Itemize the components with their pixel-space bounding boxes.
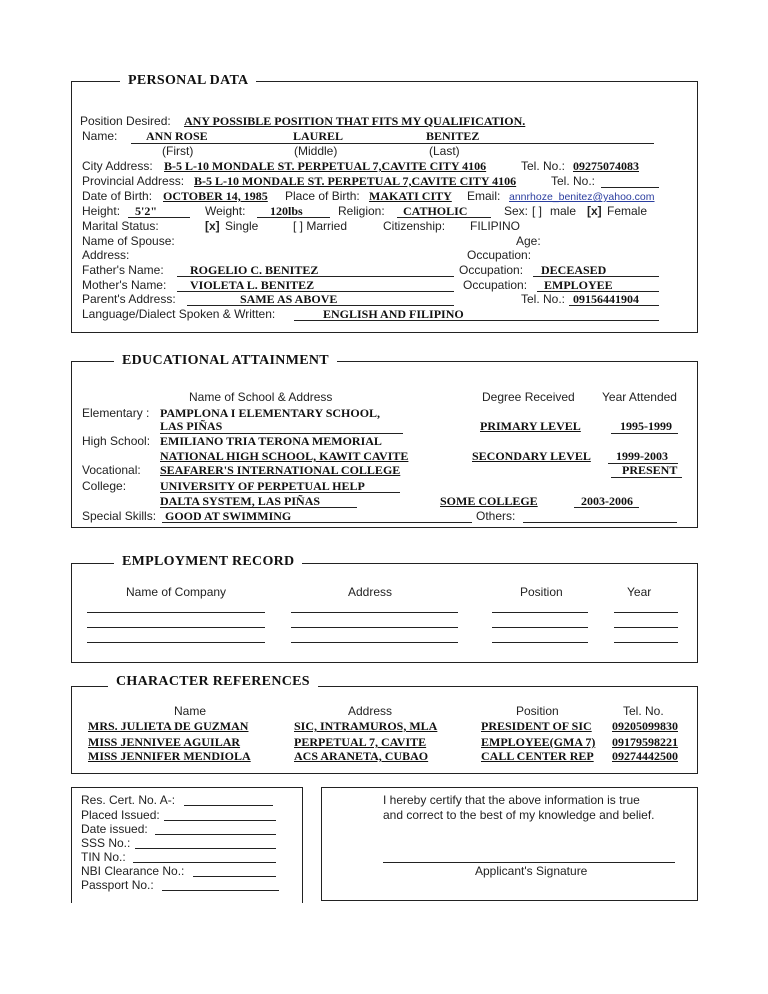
date-issued-line <box>155 834 276 835</box>
college-line-2 <box>160 507 357 508</box>
employment-line <box>87 627 265 628</box>
employment-box <box>71 563 698 663</box>
middle-name: LAUREL <box>293 129 344 143</box>
res-cert-label: Res. Cert. No. A-: <box>81 793 176 807</box>
ref-name: MRS. JULIETA DE GUZMAN <box>88 719 249 733</box>
college-label: College: <box>82 479 127 493</box>
ref-col-tel: Tel. No. <box>623 704 664 718</box>
ref-position: CALL CENTER REP <box>481 749 594 763</box>
high-school-2: NATIONAL HIGH SCHOOL, KAWIT CAVITE <box>160 449 409 463</box>
high-school-degree: SECONDARY LEVEL <box>472 449 591 463</box>
personal-data-title: PERSONAL DATA <box>120 73 256 89</box>
middle-caption: (Middle) <box>294 144 338 158</box>
dob-label: Date of Birth: <box>82 189 153 203</box>
last-caption: (Last) <box>429 144 460 158</box>
signature-line[interactable] <box>383 862 675 863</box>
col-address-header: Address <box>348 585 393 599</box>
ref-col-address: Address <box>348 704 393 718</box>
ref-tel: 09205099830 <box>612 719 678 733</box>
employment-line <box>492 612 588 613</box>
married-option[interactable]: [ ] Married <box>293 219 348 233</box>
father-value: ROGELIO C. BENITEZ <box>190 263 319 277</box>
employment-line <box>614 612 678 613</box>
mother-occupation-label: Occupation: <box>463 278 528 292</box>
col-position-header: Position <box>520 585 563 599</box>
vocational-school: SEAFARER'S INTERNATIONAL COLLEGE <box>160 463 401 477</box>
height-label: Height: <box>82 204 121 218</box>
parent-address-value: SAME AS ABOVE <box>240 292 338 306</box>
signature-label: Applicant's Signature <box>475 864 588 878</box>
ref-address: SIC, INTRAMUROS, MLA <box>294 719 438 733</box>
college-school-1: UNIVERSITY OF PERPETUAL HELP <box>160 479 365 493</box>
certification-line-1: I hereby certify that the above information is true <box>383 793 640 807</box>
elementary-label: Elementary : <box>82 406 150 420</box>
ref-tel: 09274442500 <box>612 749 678 763</box>
skills-value: GOOD AT SWIMMING <box>165 509 292 523</box>
high-school-label: High School: <box>82 434 151 448</box>
ref-position: PRESIDENT OF SIC <box>481 719 592 733</box>
college-school-2: DALTA SYSTEM, LAS PIÑAS <box>160 494 321 508</box>
email-value[interactable]: annrhoze_benitez@yahoo.com <box>509 191 655 203</box>
vocational-year-line <box>611 477 682 478</box>
weight-label: Weight: <box>205 204 246 218</box>
father-occupation-value: DECEASED <box>541 263 607 277</box>
college-year: 2003-2006 <box>581 494 633 508</box>
high-school-year: 1999-2003 <box>616 449 668 463</box>
certification-line-2: and correct to the best of my knowledge and belief. <box>383 808 655 822</box>
occupation-label: Occupation: <box>467 248 532 262</box>
female-checkbox[interactable]: [x] <box>587 204 602 218</box>
sex-label: Sex: <box>504 204 529 218</box>
pob-label: Place of Birth: <box>285 189 360 203</box>
name-underline <box>131 143 654 144</box>
employment-line <box>492 642 588 643</box>
vocational-year: PRESENT <box>622 463 678 477</box>
vocational-label: Vocational: <box>82 463 141 477</box>
ref-tel: 09179598221 <box>612 735 678 749</box>
last-name: BENITEZ <box>426 129 480 143</box>
education-title: EDUCATIONAL ATTAINMENT <box>114 353 337 369</box>
nbi-line <box>193 876 276 877</box>
provincial-address-label: Provincial Address: <box>82 174 185 188</box>
spouse-label: Name of Spouse: <box>82 234 175 248</box>
others-label: Others: <box>476 509 516 523</box>
elementary-degree: PRIMARY LEVEL <box>480 419 581 433</box>
employment-title: EMPLOYMENT RECORD <box>114 554 302 570</box>
placed-issued-line <box>164 820 276 821</box>
height-value: 5'2" <box>135 204 157 218</box>
placed-issued-label: Placed Issued: <box>81 808 160 822</box>
employment-line <box>492 627 588 628</box>
female-label: Female <box>607 204 648 218</box>
provincial-tel-line <box>601 187 659 188</box>
ref-name: MISS JENNIVEE AGUILAR <box>88 735 241 749</box>
father-label: Father's Name: <box>82 263 164 277</box>
nbi-label: NBI Clearance No.: <box>81 864 185 878</box>
passport-label: Passport No.: <box>81 878 154 892</box>
male-checkbox[interactable]: [ ] <box>532 204 543 218</box>
parent-tel-value: 09156441904 <box>573 292 639 306</box>
mother-occupation-value: EMPLOYEE <box>544 278 613 292</box>
provincial-address-value: B-5 L-10 MONDALE ST. PERPETUAL 7,CAVITE CITY 4106 <box>194 174 517 188</box>
ref-col-name: Name <box>174 704 207 718</box>
employment-line <box>87 642 265 643</box>
employment-line <box>614 627 678 628</box>
parent-address-label: Parent's Address: <box>82 292 176 306</box>
employment-line <box>291 627 458 628</box>
employment-line <box>614 642 678 643</box>
elementary-school-2: LAS PIÑAS <box>160 419 223 433</box>
skills-label: Special Skills: <box>82 509 157 523</box>
ref-address: PERPETUAL 7, CAVITE <box>294 735 427 749</box>
ref-name: MISS JENNIFER MENDIOLA <box>88 749 251 763</box>
religion-value: CATHOLIC <box>403 204 468 218</box>
elementary-school-1: PAMPLONA I ELEMENTARY SCHOOL, <box>160 406 381 420</box>
email-label: Email: <box>467 189 501 203</box>
ref-col-position: Position <box>516 704 559 718</box>
employment-line <box>291 642 458 643</box>
citizenship-label: Citizenship: <box>383 219 446 233</box>
ref-address: ACS ARANETA, CUBAO <box>294 749 429 763</box>
mother-label: Mother's Name: <box>82 278 167 292</box>
col-company-header: Name of Company <box>126 585 227 599</box>
college-degree: SOME COLLEGE <box>440 494 538 508</box>
religion-label: Religion: <box>338 204 385 218</box>
city-address-value: B-5 L-10 MONDALE ST. PERPETUAL 7,CAVITE CITY 4106 <box>164 159 487 173</box>
elementary-year: 1995-1999 <box>620 419 672 433</box>
employment-line <box>87 612 265 613</box>
tin-line <box>133 862 276 863</box>
first-caption: (First) <box>162 144 194 158</box>
parent-tel-label: Tel. No.: <box>521 292 566 306</box>
references-title: CHARACTER REFERENCES <box>108 674 318 690</box>
single-checkbox[interactable]: [x] <box>205 219 220 233</box>
tel-value: 09275074083 <box>573 159 639 173</box>
mother-value: VIOLETA L. BENITEZ <box>190 278 315 292</box>
position-value: ANY POSSIBLE POSITION THAT FITS MY QUALIFICATION. <box>184 114 526 128</box>
address-label: Address: <box>82 248 130 262</box>
tel-label: Tel. No.: <box>521 159 566 173</box>
tin-label: TIN No.: <box>81 850 126 864</box>
name-label: Name: <box>82 129 118 143</box>
father-occupation-label: Occupation: <box>459 263 524 277</box>
first-name: ANN ROSE <box>146 129 208 143</box>
col-year-header: Year Attended <box>602 390 677 404</box>
language-label: Language/Dialect Spoken & Written: <box>82 307 276 321</box>
high-school-1: EMILIANO TRIA TERONA MEMORIAL <box>160 434 382 448</box>
male-label: male <box>550 204 577 218</box>
elementary-year-line <box>611 433 678 434</box>
citizenship-value: FILIPINO <box>470 219 521 233</box>
employment-line <box>291 612 458 613</box>
city-address-label: City Address: <box>82 159 153 173</box>
position-label: Position Desired: <box>80 114 171 128</box>
ref-position: EMPLOYEE(GMA 7) <box>481 735 596 749</box>
provincial-tel-label: Tel. No.: <box>551 174 596 188</box>
passport-line <box>162 890 279 891</box>
res-cert-line <box>184 805 273 806</box>
col-degree-header: Degree Received <box>482 390 575 404</box>
single-label: Single <box>225 219 259 233</box>
marital-label: Marital Status: <box>82 219 159 233</box>
col-year-header-emp: Year <box>627 585 652 599</box>
age-label: Age: <box>516 234 541 248</box>
sss-line <box>135 848 276 849</box>
date-issued-label: Date issued: <box>81 822 148 836</box>
dob-value: OCTOBER 14, 1985 <box>163 189 268 203</box>
sss-label: SSS No.: <box>81 836 131 850</box>
col-school-header: Name of School & Address <box>189 390 333 404</box>
weight-value: 120lbs <box>270 204 303 218</box>
language-value: ENGLISH AND FILIPINO <box>323 307 464 321</box>
college-line-1 <box>160 492 400 493</box>
others-line <box>523 522 677 523</box>
pob-value: MAKATI CITY <box>369 189 452 203</box>
